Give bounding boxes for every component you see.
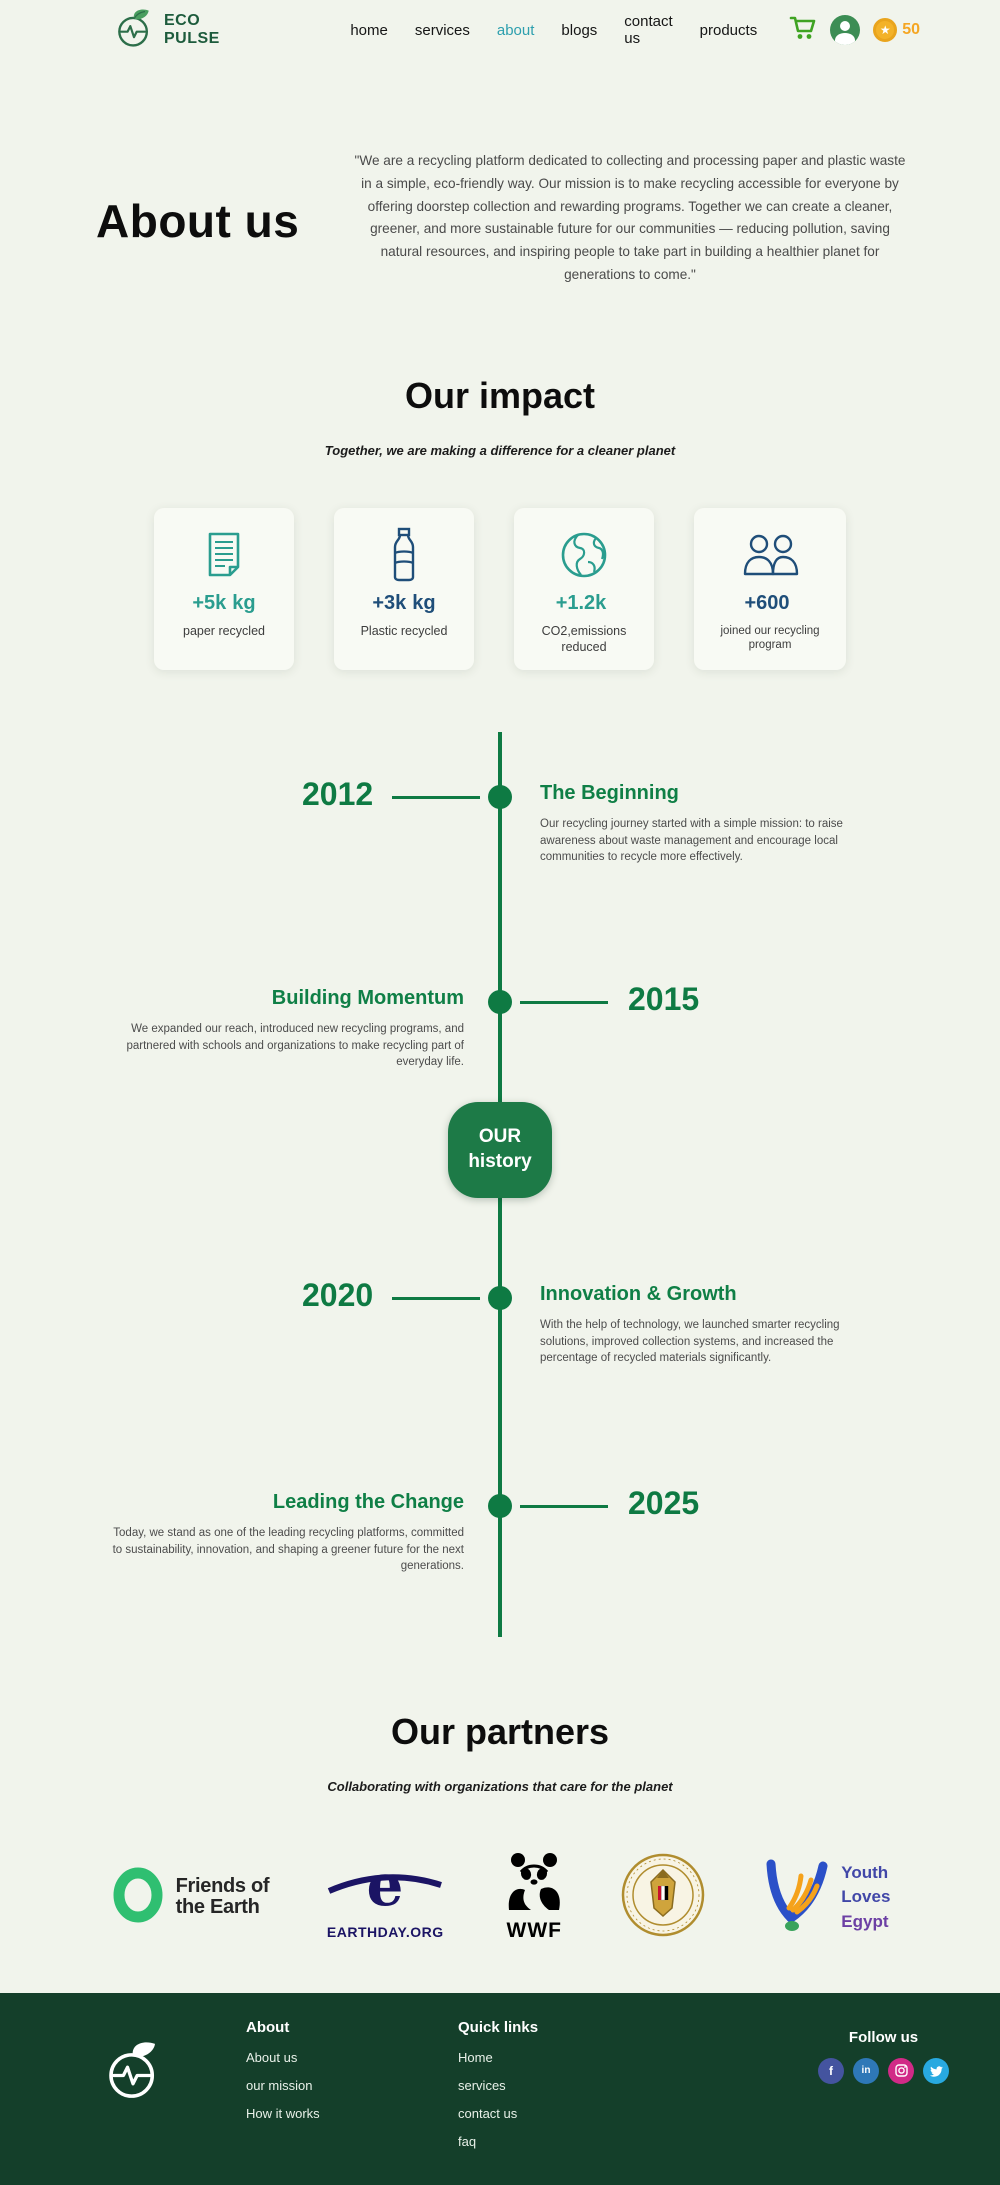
- impact-card-plastic: [334, 508, 474, 670]
- footer-follow-column: [818, 2019, 949, 2185]
- badge-line1: OUR: [478, 1126, 522, 1148]
- event-text: With the help of technology, we launched smarter recycling solutions, improved collection systems, and increased the percentage of recycled materials significantly.: [540, 1318, 840, 1365]
- footer-about-title: About: [246, 2018, 290, 2036]
- points-indicator[interactable]: [873, 18, 920, 42]
- timeline-connector: [520, 1505, 608, 1508]
- stat-value: +1.2k: [555, 591, 607, 614]
- foe-text: Friends of the Earth: [175, 1874, 270, 1919]
- stat-label: paper recycled: [183, 623, 265, 638]
- egypt-ministry-seal-logo: [621, 1852, 705, 1943]
- earthday-e-icon: [323, 1855, 447, 1922]
- timeline-year-2015: 2015: [628, 980, 700, 1017]
- coin-star-icon: ★: [873, 18, 897, 42]
- stat-label: Plastic recycled: [360, 623, 448, 638]
- timeline-dot: [488, 785, 512, 809]
- event-title: Leading the Change: [272, 1490, 464, 1513]
- timeline-year-2020: 2020: [302, 1276, 374, 1313]
- main-nav: [350, 13, 757, 47]
- stat-value: +3k kg: [372, 591, 436, 614]
- stat-value: +600: [744, 591, 790, 614]
- facebook-icon[interactable]: f: [818, 2058, 844, 2084]
- footer: [0, 1993, 1000, 2185]
- footer-link-home[interactable]: Home: [458, 2049, 493, 2065]
- timeline-dot: [488, 990, 512, 1014]
- yle-mark-icon: [759, 1856, 833, 1939]
- stat-label: joined our recycling program: [720, 624, 820, 652]
- partner-logos: [0, 1852, 1000, 1943]
- svg-text:e: e: [366, 1854, 404, 1917]
- header: [0, 0, 1000, 60]
- impact-title: Our impact: [404, 374, 596, 416]
- footer-about-column: [246, 2019, 458, 2185]
- event-text: We expanded our reach, introduced new recycling programs, and partnered with schools and organizations to make recycling part of everyday life.: [126, 1022, 464, 1069]
- impact-card-members: [694, 508, 846, 670]
- footer-link-about-us[interactable]: About us: [246, 2049, 298, 2065]
- nav-home[interactable]: home: [350, 21, 388, 39]
- badge-line2: history: [468, 1150, 532, 1172]
- timeline-year-2012: 2012: [302, 775, 374, 812]
- people-icon: [702, 524, 838, 586]
- footer-quicklinks-column: [458, 2019, 698, 2185]
- cart-icon[interactable]: [789, 15, 817, 46]
- timeline-year-2025: 2025: [628, 1484, 700, 1521]
- partners-section: [0, 1711, 1000, 1943]
- earthday-logo: [323, 1855, 447, 1940]
- footer-follow-title: Follow us: [848, 2028, 919, 2046]
- nav-about[interactable]: about: [496, 21, 535, 39]
- globe-icon: [522, 524, 646, 586]
- twitter-icon[interactable]: [923, 2058, 949, 2084]
- about-quote: "We are a recycling platform dedicated to collecting and processing paper and plastic waste in a simple, eco-friendly way. Our mission is to make recycling accessible for everyone by offering doorstep collection and rewarding programs. Together we can create a cleaner, greener, and more sustainable future for our communities — reducing pollution, saving natural resources, and inspiring people to take part in building a healthier planet for generations to come.": [354, 153, 906, 283]
- history-timeline: [0, 732, 1000, 1637]
- ecopulse-logo-icon: [112, 6, 156, 55]
- event-title: Building Momentum: [271, 986, 464, 1009]
- brand[interactable]: [112, 6, 232, 55]
- impact-card-co2: [514, 508, 654, 670]
- nav-services[interactable]: services: [414, 21, 470, 39]
- earthday-text: EARTHDAY.ORG: [326, 1923, 444, 1940]
- page-title: About us: [96, 195, 300, 247]
- social-icons: [818, 2058, 949, 2084]
- nav-products[interactable]: products: [699, 21, 758, 39]
- footer-link-services[interactable]: services: [458, 2077, 506, 2093]
- stat-label: CO2,emissions reduced: [541, 623, 627, 654]
- timeline-dot: [488, 1494, 512, 1518]
- impact-cards: [0, 508, 1000, 670]
- stat-value: +5k kg: [192, 591, 256, 614]
- linkedin-icon[interactable]: in: [853, 2058, 879, 2084]
- paper-icon: [162, 524, 286, 586]
- event-text: Today, we stand as one of the leading recycling platforms, committed to sustainability, innovation, and shaping a greener future for the next generations.: [112, 1526, 464, 1573]
- event-title: The Beginning: [540, 781, 679, 804]
- points-value: 50: [902, 21, 920, 38]
- event-title: Innovation & Growth: [540, 1282, 737, 1305]
- impact-card-paper: [154, 508, 294, 670]
- bottle-icon: [342, 524, 466, 586]
- timeline-event-2015: [112, 987, 464, 1071]
- wwf-panda-icon: [501, 1852, 567, 1917]
- footer-link-contact-us[interactable]: contact us: [458, 2105, 518, 2121]
- timeline-event-2012: [540, 782, 852, 866]
- yle-text: Youth Loves Egypt: [841, 1862, 891, 1931]
- nav-blogs[interactable]: blogs: [561, 21, 598, 39]
- impact-subtitle: Together, we are making a difference for a cleaner planet: [324, 442, 676, 458]
- brand-name: ECO PULSE: [164, 12, 220, 47]
- footer-link-how-it-works[interactable]: How it works: [246, 2105, 320, 2121]
- impact-section: [0, 375, 1000, 670]
- timeline-dot: [488, 1286, 512, 1310]
- history-badge: [448, 1102, 552, 1198]
- header-icons: [789, 15, 920, 46]
- instagram-icon[interactable]: [888, 2058, 914, 2084]
- timeline-connector: [520, 1001, 608, 1004]
- partners-title: Our partners: [390, 1710, 610, 1752]
- footer-link-our-mission[interactable]: our mission: [246, 2077, 313, 2093]
- youth-loves-egypt-logo: [759, 1856, 890, 1939]
- footer-link-faq[interactable]: faq: [458, 2133, 477, 2149]
- about-section: [0, 60, 1000, 287]
- wwf-logo: [501, 1852, 567, 1943]
- event-text: Our recycling journey started with a simple mission: to raise awareness about waste management and encourage local communities to recycle more effectively.: [540, 817, 843, 864]
- footer-quicklinks-title: Quick links: [458, 2018, 539, 2036]
- user-avatar-icon[interactable]: [830, 15, 860, 45]
- timeline-event-2025: [102, 1491, 464, 1575]
- timeline-event-2020: [540, 1283, 852, 1367]
- nav-contact-us[interactable]: contact us: [624, 13, 673, 47]
- partners-subtitle: Collaborating with organizations that care for the planet: [327, 1778, 673, 1794]
- footer-logo-icon: [100, 2019, 246, 2185]
- friends-of-the-earth-logo: [110, 1865, 270, 1930]
- timeline-connector: [392, 796, 480, 799]
- timeline-connector: [392, 1297, 480, 1300]
- wwf-text: WWF: [506, 1918, 562, 1942]
- foe-ring-icon: [110, 1865, 166, 1930]
